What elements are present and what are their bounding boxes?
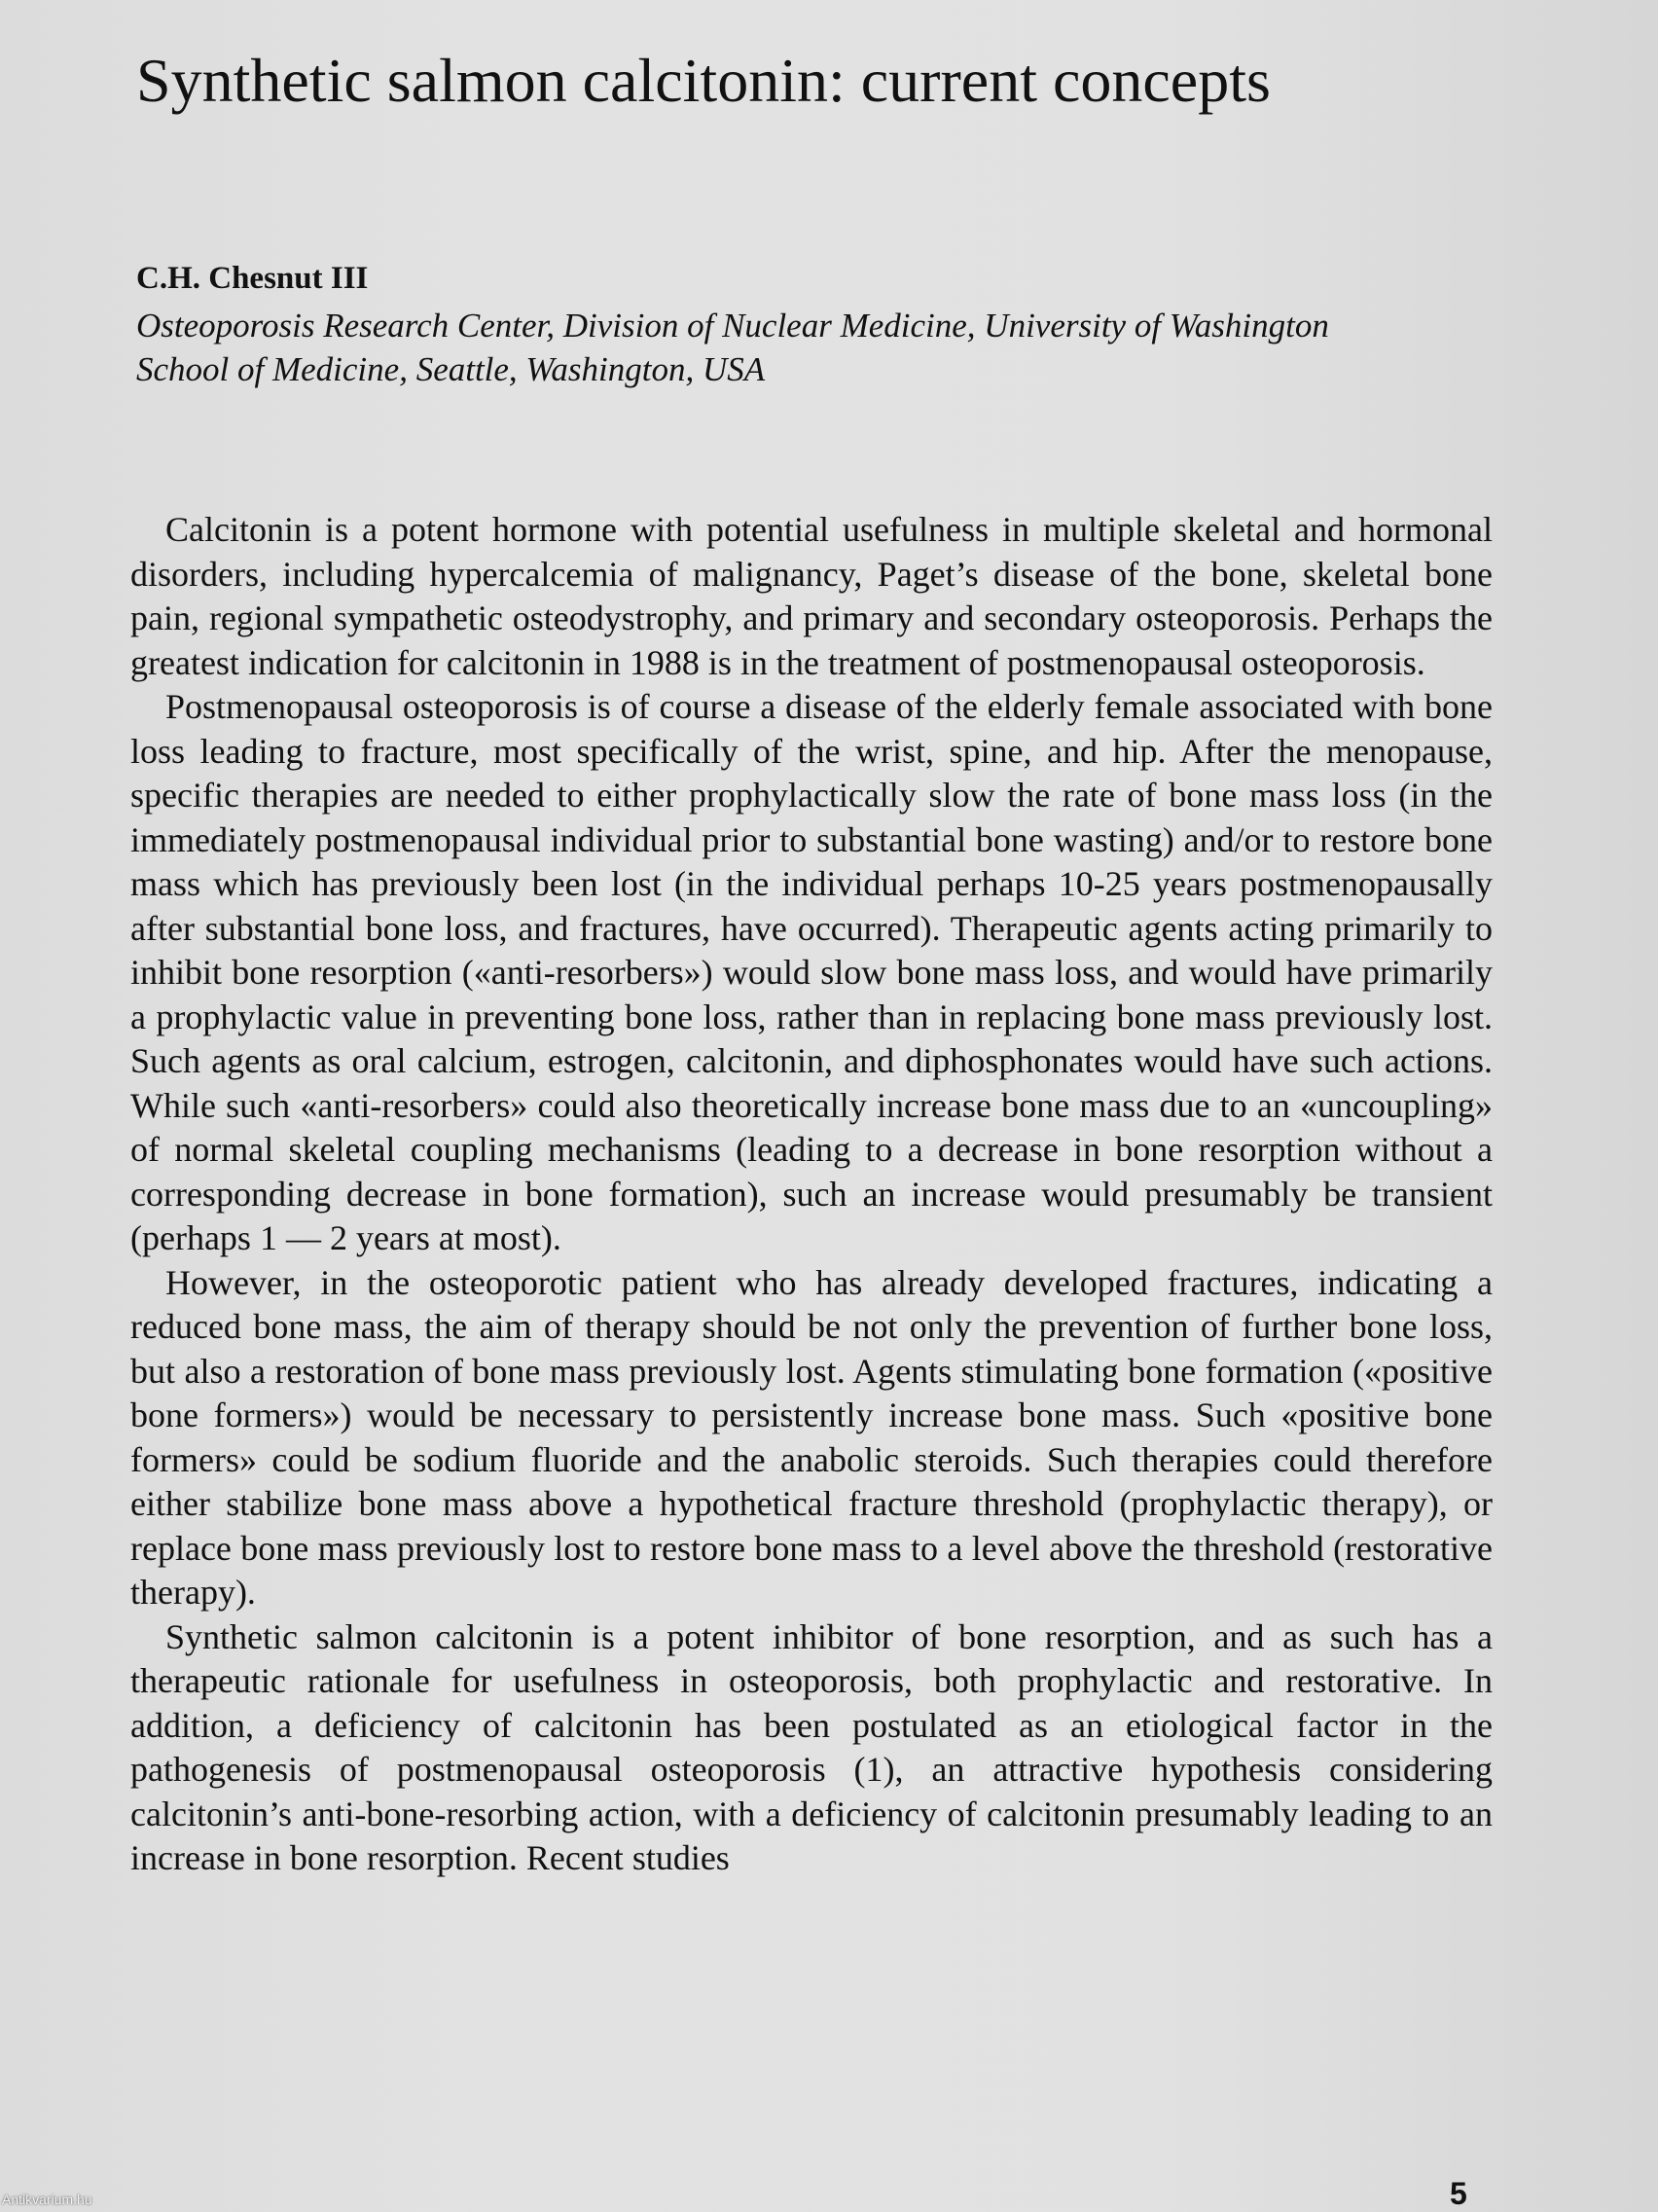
article-body — [130, 508, 1493, 1881]
body-paragraph: Synthetic salmon calcitonin is a potent inhibitor of bone resorption, and as such has a therapeutic rationale for usefulness in osteoporosis, both prophylactic and restorative. In addition, a deficiency of calcitonin has been postulated as an etiological factor in the pathogenesis of postmenopausal osteoporosis (1), an attractive hypothesis considering calcitonin’s anti-bone-resorbing action, with a deficiency of calcitonin presumably leading to an increase in bone resorption. Recent studies — [130, 1616, 1493, 1877]
watermark-logo: Antikvarium.hu — [2, 2192, 92, 2207]
page-number: 5 — [1450, 2176, 1467, 2211]
body-paragraph: However, in the osteoporotic patient who has already developed fractures, indicating a reduced bone mass, the aim of therapy should be not only the prevention of further bone loss, but also a restoration of bone mass previously lost. Agents stimulating bone formation («positive bone formers») would be necessary to persistently increase bone mass. Such «positive bone formers» could be sodium fluoride and the anabolic steroids. Such therapies could therefore either stabilize bone mass above a hypothetical fracture threshold (prophylactic therapy), or replace bone mass previously lost to restore bone mass to a level above the threshold (restorative therapy). — [130, 1262, 1493, 1612]
article-title: Synthetic salmon calcitonin: current concepts — [136, 46, 1271, 115]
body-paragraph: Calcitonin is a potent hormone with potential usefulness in multiple skeletal and hormonal disorders, including hypercalcemia of malignancy, Paget’s disease of the bone, skeletal bone pain, regional sympathetic osteodystrophy, and primary and secondary osteoporosis. Perhaps the greatest indication for calcitonin in 1988 is in the treatment of postmenopausal osteoporosis. — [130, 510, 1493, 682]
author-name: C.H. Chesnut III — [136, 261, 369, 296]
author-affiliation: Osteoporosis Research Center, Division of Nuclear Medicine, University of Washington School of Medicine, Seattle, Washington, USA — [136, 307, 1329, 388]
body-paragraph: Postmenopausal osteoporosis is of course a disease of the elderly female associated with bone loss leading to fracture, most specifically of the wrist, spine, and hip. After the menopause, specific therapies are needed to either prophylactically slow the rate of bone mass loss (in the immediately postmenopausal individual prior to substantial bone wasting) and/or to restore bone mass which has previously been lost (in the individual perhaps 10-25 years postmenopausally after substantial bone loss, and fractures, have occurred). Therapeutic agents acting primarily to inhibit bone resorption («anti-resorbers») would slow bone mass loss, and would have primarily a prophylactic value in preventing bone loss, rather than in replacing bone mass previously lost. Such agents as oral calcium, estrogen, calcitonin, and diphosphonates would have such actions. While such «anti-resorbers» could also theoretically increase bone mass due to an «uncoupling» of normal skeletal coupling mechanisms (leading to a decrease in bone resorption without a corresponding decrease in bone formation), such an increase would presumably be transient (perhaps 1 — 2 years at most). — [130, 687, 1493, 1257]
